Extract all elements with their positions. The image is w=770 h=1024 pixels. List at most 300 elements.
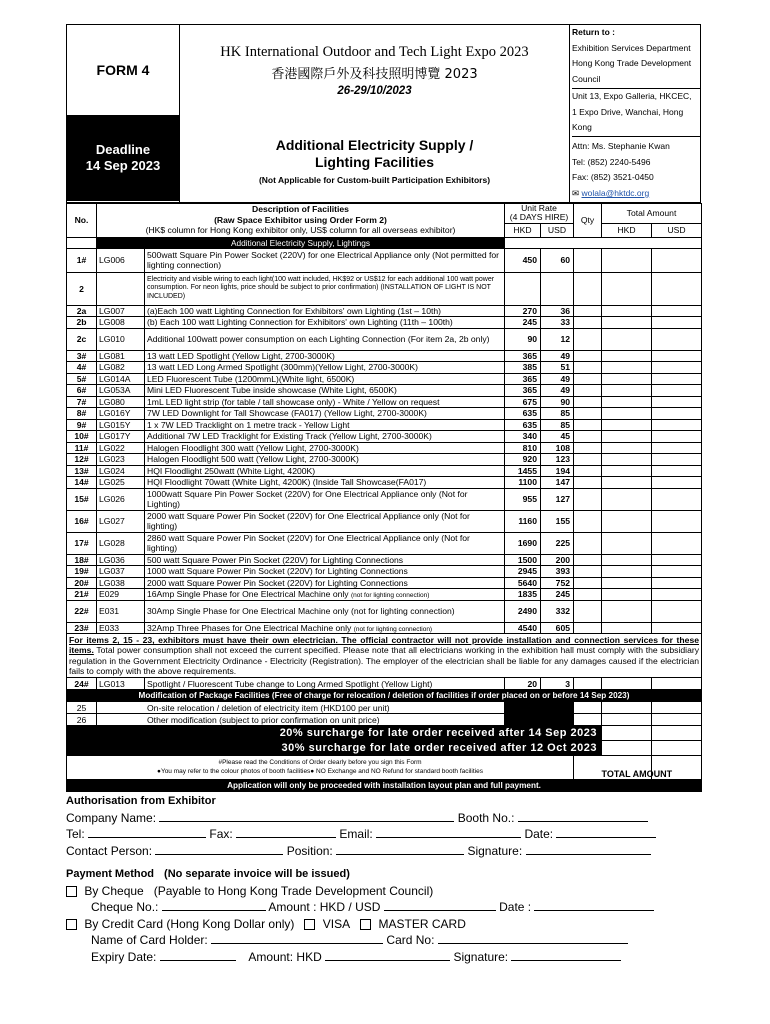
row-usd: 33 (541, 317, 574, 329)
cheque-date-label: Date : (499, 900, 532, 915)
total-usd-input[interactable] (652, 373, 702, 385)
row-desc (145, 396, 505, 408)
row-code: LG037 (97, 566, 145, 578)
row-usd: 3 (541, 678, 574, 690)
row-hkd: 1455 (505, 465, 541, 477)
row-hkd: 1835 (505, 589, 541, 601)
surcharge-2: 30% surcharge for late order received after 12 Oct 2023 (67, 741, 602, 756)
row-desc-note: (not for lighting connection) (350, 592, 430, 600)
row-usd: 147 (541, 477, 574, 489)
row-desc (145, 454, 505, 466)
contact-line (66, 843, 701, 860)
credit-label: By Credit Card (Hong Kong Dollar only) (84, 916, 295, 931)
surcharge-hkd-input[interactable] (602, 726, 652, 741)
cheque-amount-field[interactable] (384, 899, 496, 911)
row-usd: 123 (541, 454, 574, 466)
total-usd-input[interactable] (652, 714, 702, 726)
row-code: LG014A (97, 373, 145, 385)
fax-field[interactable] (236, 826, 336, 838)
expo-dates: 26-29/10/2023 (337, 84, 412, 97)
row-code: LG013 (97, 678, 145, 690)
col-header-total: Total Amount (602, 203, 702, 223)
total-hkd-input[interactable] (602, 622, 652, 634)
row-usd: 51 (541, 362, 574, 374)
row-desc (145, 373, 505, 385)
total-hkd-input[interactable] (602, 305, 652, 317)
total-hkd-input[interactable] (602, 589, 652, 601)
card-amount-field[interactable] (325, 949, 450, 961)
form-title-block (180, 115, 569, 202)
email-line (572, 186, 700, 202)
total-usd-input[interactable] (652, 566, 702, 578)
qty-input[interactable] (574, 589, 602, 601)
row-desc (145, 385, 505, 397)
row-usd: 605 (541, 622, 574, 634)
position-label: Position: (286, 843, 333, 858)
desc-head-2: (Raw Space Exhibitor using Order Form 2) (214, 214, 387, 225)
total-hkd-input[interactable] (602, 442, 652, 454)
row-desc-text: Additional 7W LED Tracklight for Existing Track (Yellow Light, 2700-3000K) (147, 431, 432, 442)
total-usd-input[interactable] (652, 554, 702, 566)
col-header-description (97, 203, 505, 237)
row-usd: 194 (541, 465, 574, 477)
table-row (67, 600, 702, 622)
table-row (67, 510, 702, 532)
row-usd: 393 (541, 566, 574, 578)
facilities-table (66, 203, 702, 792)
row-desc-text: (a)Each 100 watt Lighting Connection for Exhibitors' own Lighting (1st – 10th) (147, 305, 441, 316)
address-line-2: Hong Kong Trade Development Council (572, 56, 700, 88)
row-hkd: 90 (505, 328, 541, 350)
total-usd-input[interactable] (652, 600, 702, 622)
table-row (67, 419, 702, 431)
expiry-line (66, 949, 701, 966)
total-usd-input[interactable] (652, 419, 702, 431)
date-field[interactable] (556, 826, 656, 838)
row-no: 4# (67, 362, 97, 374)
qty-input[interactable] (574, 305, 602, 317)
total-hkd-input[interactable] (602, 408, 652, 420)
total-usd-input[interactable] (652, 305, 702, 317)
qty-input[interactable] (574, 566, 602, 578)
row-desc (145, 431, 505, 443)
tel-fax-line (66, 826, 701, 843)
qty-input[interactable] (574, 373, 602, 385)
total-usd-input[interactable] (652, 431, 702, 443)
row-code: LG025 (97, 477, 145, 489)
row-desc-text: 30Amp Single Phase for One Electrical Machine only (not for lighting connection) (147, 606, 455, 617)
row-no: 9# (67, 419, 97, 431)
total-hkd-input[interactable] (602, 566, 652, 578)
qty-input[interactable] (574, 577, 602, 589)
row-usd: 332 (541, 600, 574, 622)
table-row (67, 350, 702, 362)
total-hkd-input[interactable] (602, 328, 652, 350)
payment-title-line (66, 865, 701, 883)
row-no: 15# (67, 488, 97, 510)
table-row (67, 714, 702, 726)
row-no: 23# (67, 622, 97, 634)
row-hkd: 340 (505, 431, 541, 443)
row-code: LG007 (97, 305, 145, 317)
card-signature-field[interactable] (511, 949, 621, 961)
form-title-line1: Additional Electricity Supply / (275, 137, 474, 154)
table-row (67, 577, 702, 589)
total-usd-input[interactable] (652, 622, 702, 634)
row-desc-text: HQI Floodlight 70watt (White Light, 4200K) (Inside Tall Showcase(FA017) (147, 477, 427, 488)
qty-input[interactable] (574, 454, 602, 466)
row-hkd: 1100 (505, 477, 541, 489)
qty-input[interactable] (574, 328, 602, 350)
booth-no-field[interactable] (518, 810, 648, 822)
tel-line: Tel: (852) 2240-5496 (572, 156, 651, 167)
total-hkd-input[interactable] (602, 248, 652, 272)
row-desc (145, 510, 505, 532)
row-desc-text: 13 watt LED Spotlight (Yellow Light, 2700-3000K) (147, 350, 335, 361)
qty-input[interactable] (574, 532, 602, 554)
company-name-field[interactable] (159, 810, 454, 822)
date-label: Date: (524, 827, 554, 842)
total-hkd-input[interactable] (602, 362, 652, 374)
table-row (67, 532, 702, 554)
row-desc-text: Electricity and visible wiring to each light(100 watt included, HK$92 or US$12 for each additional 100 watt power consumption. For neon lights, price should be subject to prior confirmation) (INSTALLATION OF LIGHT IS NOT INCLUDED) (147, 275, 495, 300)
total-usd-input[interactable] (652, 350, 702, 362)
table-row (67, 566, 702, 578)
qty-input[interactable] (574, 714, 602, 726)
qty-input[interactable] (574, 488, 602, 510)
row-desc-text: 16Amp Single Phase for One Electrical Machine only (147, 589, 349, 600)
total-usd-input[interactable] (652, 589, 702, 601)
total-usd-input[interactable] (652, 577, 702, 589)
row-hkd: 450 (505, 248, 541, 272)
visa-checkbox[interactable] (304, 919, 315, 930)
cheque-no-field[interactable] (162, 899, 266, 911)
fax-label: Fax: (209, 827, 233, 842)
row-code: LG008 (97, 317, 145, 329)
total-hkd-input[interactable] (602, 431, 652, 443)
total-usd-input[interactable] (652, 317, 702, 329)
row-desc (145, 248, 505, 272)
order-form (66, 24, 701, 965)
table-row (67, 488, 702, 510)
total-hkd-input[interactable] (602, 350, 652, 362)
qty-input[interactable] (574, 362, 602, 374)
cheque-checkbox[interactable] (66, 886, 77, 897)
table-row (67, 678, 702, 690)
total-usd-input[interactable] (652, 385, 702, 397)
table-row (67, 373, 702, 385)
qty-input[interactable] (574, 431, 602, 443)
position-field[interactable] (336, 843, 464, 855)
row-desc-text: Additional 100watt power consumption on each Lighting Connection (For item 2a, 2b only) (147, 334, 490, 345)
row-hkd: 955 (505, 488, 541, 510)
total-usd-input[interactable] (652, 488, 702, 510)
row-usd: 127 (541, 488, 574, 510)
credit-line (66, 916, 701, 933)
row-desc (145, 419, 505, 431)
row-hkd: 675 (505, 396, 541, 408)
contact-label: Contact Person: (66, 843, 153, 858)
qty-input[interactable] (574, 678, 602, 690)
total-hkd-input[interactable] (602, 678, 652, 690)
total-usd-input[interactable] (652, 396, 702, 408)
cheque-no-label: Cheque No.: (91, 900, 159, 915)
row-usd: 85 (541, 419, 574, 431)
surcharge2-usd-input[interactable] (652, 741, 702, 756)
table-row (67, 589, 702, 601)
surcharge2-hkd-input[interactable] (602, 741, 652, 756)
qty-input[interactable] (574, 419, 602, 431)
total-usd-input[interactable] (652, 442, 702, 454)
row-desc (145, 554, 505, 566)
signature-label: Signature: (467, 843, 523, 858)
total-hkd-input[interactable] (602, 714, 652, 726)
total-usd-input[interactable] (652, 678, 702, 690)
conditions-row (67, 756, 702, 780)
total-hkd-input[interactable] (602, 373, 652, 385)
total-hkd-input[interactable] (602, 465, 652, 477)
row-desc-text: 500 watt Square Power Pin Socket (220V) for Lighting Connections (147, 554, 404, 565)
cheque-payable: (Payable to Hong Kong Trade Development Council) (153, 883, 434, 898)
row-hkd: 4540 (505, 622, 541, 634)
table-row (67, 248, 702, 272)
days-hire-label: (4 DAYS HIRE) (509, 212, 569, 223)
qty-input[interactable] (574, 396, 602, 408)
electrician-note-row (67, 634, 702, 678)
card-holder-line (66, 932, 701, 949)
qty-input[interactable] (574, 317, 602, 329)
col-header-total-hkd: HKD (602, 223, 652, 237)
total-usd-input[interactable] (652, 477, 702, 489)
total-hkd-input[interactable] (602, 272, 652, 305)
contact-person-field[interactable] (155, 843, 283, 855)
row-hkd (505, 272, 541, 305)
expo-title-zh: 香港國際戶外及科技照明博覽 2023 (271, 66, 478, 82)
row-no: 17# (67, 532, 97, 554)
total-usd-input[interactable] (652, 248, 702, 272)
total-hkd-input[interactable] (602, 317, 652, 329)
qty-input[interactable] (574, 702, 602, 714)
row-code: E033 (97, 622, 145, 634)
total-amount-label: TOTAL AMOUNT (602, 756, 652, 780)
row-desc (145, 465, 505, 477)
card-no-label: Card No: (386, 933, 435, 948)
row-hkd: 20 (505, 678, 541, 690)
authorisation-title: Authorisation from Exhibitor (66, 795, 216, 808)
total-hkd-input[interactable] (602, 419, 652, 431)
row-usd: 49 (541, 350, 574, 362)
row-code: E031 (97, 600, 145, 622)
cheque-line (66, 883, 701, 900)
row-desc (145, 305, 505, 317)
row-desc (145, 442, 505, 454)
total-amount-label-cell (574, 756, 602, 780)
form-left-column (67, 25, 180, 202)
card-no-field[interactable] (438, 932, 628, 944)
form-number: FORM 4 (96, 62, 150, 78)
row-desc-text: 1000watt Square Pin Power Socket (220V) for One Electrical Appliance only (Not for Lighting) (147, 489, 468, 510)
row-code: LG053A (97, 385, 145, 397)
col-header-unit-usd: USD (541, 223, 574, 237)
email-field[interactable] (376, 826, 521, 838)
surcharge-usd-input[interactable] (652, 726, 702, 741)
company-label: Company Name: (66, 810, 157, 825)
row-desc-text: 2000 watt Square Power Pin Socket (220V) for Lighting Connections (147, 577, 408, 588)
row-hkd: 365 (505, 350, 541, 362)
total-hkd-input[interactable] (602, 454, 652, 466)
total-hkd-input[interactable] (602, 577, 652, 589)
cheque-label: By Cheque (84, 883, 144, 898)
row-desc: Spotlight / Fluorescent Tube change to Long Armed Spotlight (Yellow Light) (145, 678, 505, 690)
row-hkd: 810 (505, 442, 541, 454)
total-hkd-input[interactable] (602, 554, 652, 566)
table-row (67, 454, 702, 466)
surcharge-1: 20% surcharge for late order received after 14 Sep 2023 (67, 726, 602, 741)
row-desc-text: Halogen Floodlight 300 watt (Yellow Light, 2700-3000K) (147, 442, 359, 453)
total-usd-input[interactable] (652, 465, 702, 477)
row-desc (145, 566, 505, 578)
tel-label: Tel: (66, 827, 85, 842)
total-usd-input[interactable] (652, 454, 702, 466)
total-usd-input[interactable] (652, 408, 702, 420)
qty-input[interactable] (574, 622, 602, 634)
row-no: 19# (67, 566, 97, 578)
total-usd-input[interactable] (652, 328, 702, 350)
row-code: LG081 (97, 350, 145, 362)
electrician-note (67, 634, 702, 678)
row-desc-text: 500watt Square Pin Power Socket (220V) for one Electrical Appliance only (Not permitted for lighting connection) (147, 250, 500, 271)
row-no: 11# (67, 442, 97, 454)
row-hkd: 2490 (505, 600, 541, 622)
row-desc-text: 2000 watt Square Power Pin Socket (220V) for One Electrical Appliance only (Not for lighting) (147, 511, 470, 532)
mastercard-checkbox[interactable] (360, 919, 371, 930)
total-hkd-input[interactable] (602, 510, 652, 532)
form-title-column (180, 25, 570, 202)
qty-input[interactable] (574, 554, 602, 566)
item-rows (67, 248, 702, 634)
row-code: LG017Y (97, 431, 145, 443)
electrician-note-text: Total power consumption shall not exceed the current specified. Please note that all electricians working in the exhibition hall must comply with the subsidiary regulation in the Government Electricity Ordinance - Electricity (Registration). The employer of the electrician shall be liable for any damages caused if the electrician fails to comply with the above requirements. (69, 645, 700, 676)
qty-input[interactable] (574, 600, 602, 622)
total-hkd-input[interactable] (602, 488, 652, 510)
row-desc-text: LED Fluorescent Tube (1200mmL)(White light, 6500K) (147, 373, 355, 384)
row-desc (145, 350, 505, 362)
row-code: LG027 (97, 510, 145, 532)
qty-input[interactable] (574, 248, 602, 272)
table-row (67, 408, 702, 420)
qty-input[interactable] (574, 510, 602, 532)
table-row (67, 554, 702, 566)
address-line-4: 1 Expo Drive, Wanchai, Hong Kong (572, 105, 700, 137)
desc-head-3: (HK$ column for Hong Kong exhibitor only, US$ column for all overseas exhibitor) (145, 225, 456, 236)
col-header-unit-rate (505, 203, 574, 223)
total-hkd-input[interactable] (602, 702, 652, 714)
return-address (570, 25, 700, 202)
row-hkd: 920 (505, 454, 541, 466)
col-header-no: No. (67, 203, 97, 237)
mastercard-label: MASTER CARD (378, 916, 466, 931)
cheque-date-field[interactable] (534, 899, 654, 911)
total-hkd-input[interactable] (602, 600, 652, 622)
qty-input[interactable] (574, 385, 602, 397)
row-desc: On-site relocation / deletion of electricity item (HKD100 per unit) (97, 702, 505, 714)
attn-line: Attn: Ms. Stephanie Kwan (572, 140, 670, 151)
address-line-1: Exhibition Services Department (572, 42, 691, 53)
row-desc-note: (not for lighting connection) (353, 625, 433, 633)
payment-title: Payment Method (66, 868, 155, 881)
expo-title-en: HK International Outdoor and Tech Light Expo 2023 (220, 43, 529, 60)
qty-input[interactable] (574, 272, 602, 305)
total-hkd-input[interactable] (602, 396, 652, 408)
deadline-label: Deadline (95, 141, 151, 157)
surcharge-row-2 (67, 741, 702, 756)
section-modification-row (67, 690, 702, 702)
row-usd: 60 (541, 248, 574, 272)
total-usd-input[interactable] (652, 362, 702, 374)
qty-input[interactable] (574, 477, 602, 489)
deadline-box (67, 115, 179, 201)
row-desc-text: (b) Each 100 watt Lighting Connection for Exhibitors' own Lighting (11th – 100th) (147, 317, 453, 328)
row-desc (145, 408, 505, 420)
row-no: 2b (67, 317, 97, 329)
total-hkd-input[interactable] (602, 477, 652, 489)
signature-field[interactable] (526, 843, 651, 855)
mail-icon: ✉ (572, 188, 580, 199)
row-usd: 155 (541, 510, 574, 532)
row-desc-text: 1 x 7W LED Tracklight on 1 metre track - Yellow Light (147, 419, 350, 430)
row-hkd: 5640 (505, 577, 541, 589)
total-usd-input[interactable] (652, 702, 702, 714)
cheque-amount-label: Amount : HKD / USD (268, 900, 381, 915)
qty-input[interactable] (574, 465, 602, 477)
row-usd: 752 (541, 577, 574, 589)
row-no: 7# (67, 396, 97, 408)
row-desc-text: 2860 watt Square Power Pin Socket (220V) for One Electrical Appliance only (Not for lighting) (147, 533, 470, 554)
card-holder-field[interactable] (211, 932, 383, 944)
application-note-row (67, 780, 702, 792)
qty-input[interactable] (574, 350, 602, 362)
table-row (67, 305, 702, 317)
expiry-field[interactable] (160, 949, 236, 961)
row-desc (145, 577, 505, 589)
total-hkd-input[interactable] (602, 532, 652, 554)
table-row (67, 477, 702, 489)
row-desc-text: Mini LED Fluorescent Tube inside showcase (White Light, 6500K) (147, 385, 397, 396)
total-hkd-input[interactable] (602, 385, 652, 397)
qty-input[interactable] (574, 408, 602, 420)
row-hkd: 245 (505, 317, 541, 329)
row-desc-text: 32Amp Three Phases for One Electrical Machine only (147, 622, 352, 633)
total-usd-input[interactable] (652, 272, 702, 305)
address-line-3: Unit 13, Expo Galleria, HKCEC, (572, 90, 692, 101)
company-line (66, 810, 701, 827)
visa-label: VISA (322, 916, 351, 931)
email-link[interactable]: wolala@hktdc.org (581, 188, 650, 199)
row-desc-text: 7W LED Downlight for Tall Showcase (FA017) (Yellow Light, 2700-3000K) (147, 408, 427, 419)
row-no: 5# (67, 373, 97, 385)
row-usd: 12 (541, 328, 574, 350)
row-code: LG080 (97, 396, 145, 408)
row-desc (145, 362, 505, 374)
tel-field[interactable] (88, 826, 206, 838)
form-title-line2: Lighting Facilities (314, 154, 434, 171)
qty-input[interactable] (574, 442, 602, 454)
credit-card-checkbox[interactable] (66, 919, 77, 930)
row-usd: 90 (541, 396, 574, 408)
total-usd-input[interactable] (652, 510, 702, 532)
row-desc-text: HQI Floodlight 250watt (White Light, 4200K) (147, 465, 316, 476)
total-usd-input[interactable] (652, 532, 702, 554)
